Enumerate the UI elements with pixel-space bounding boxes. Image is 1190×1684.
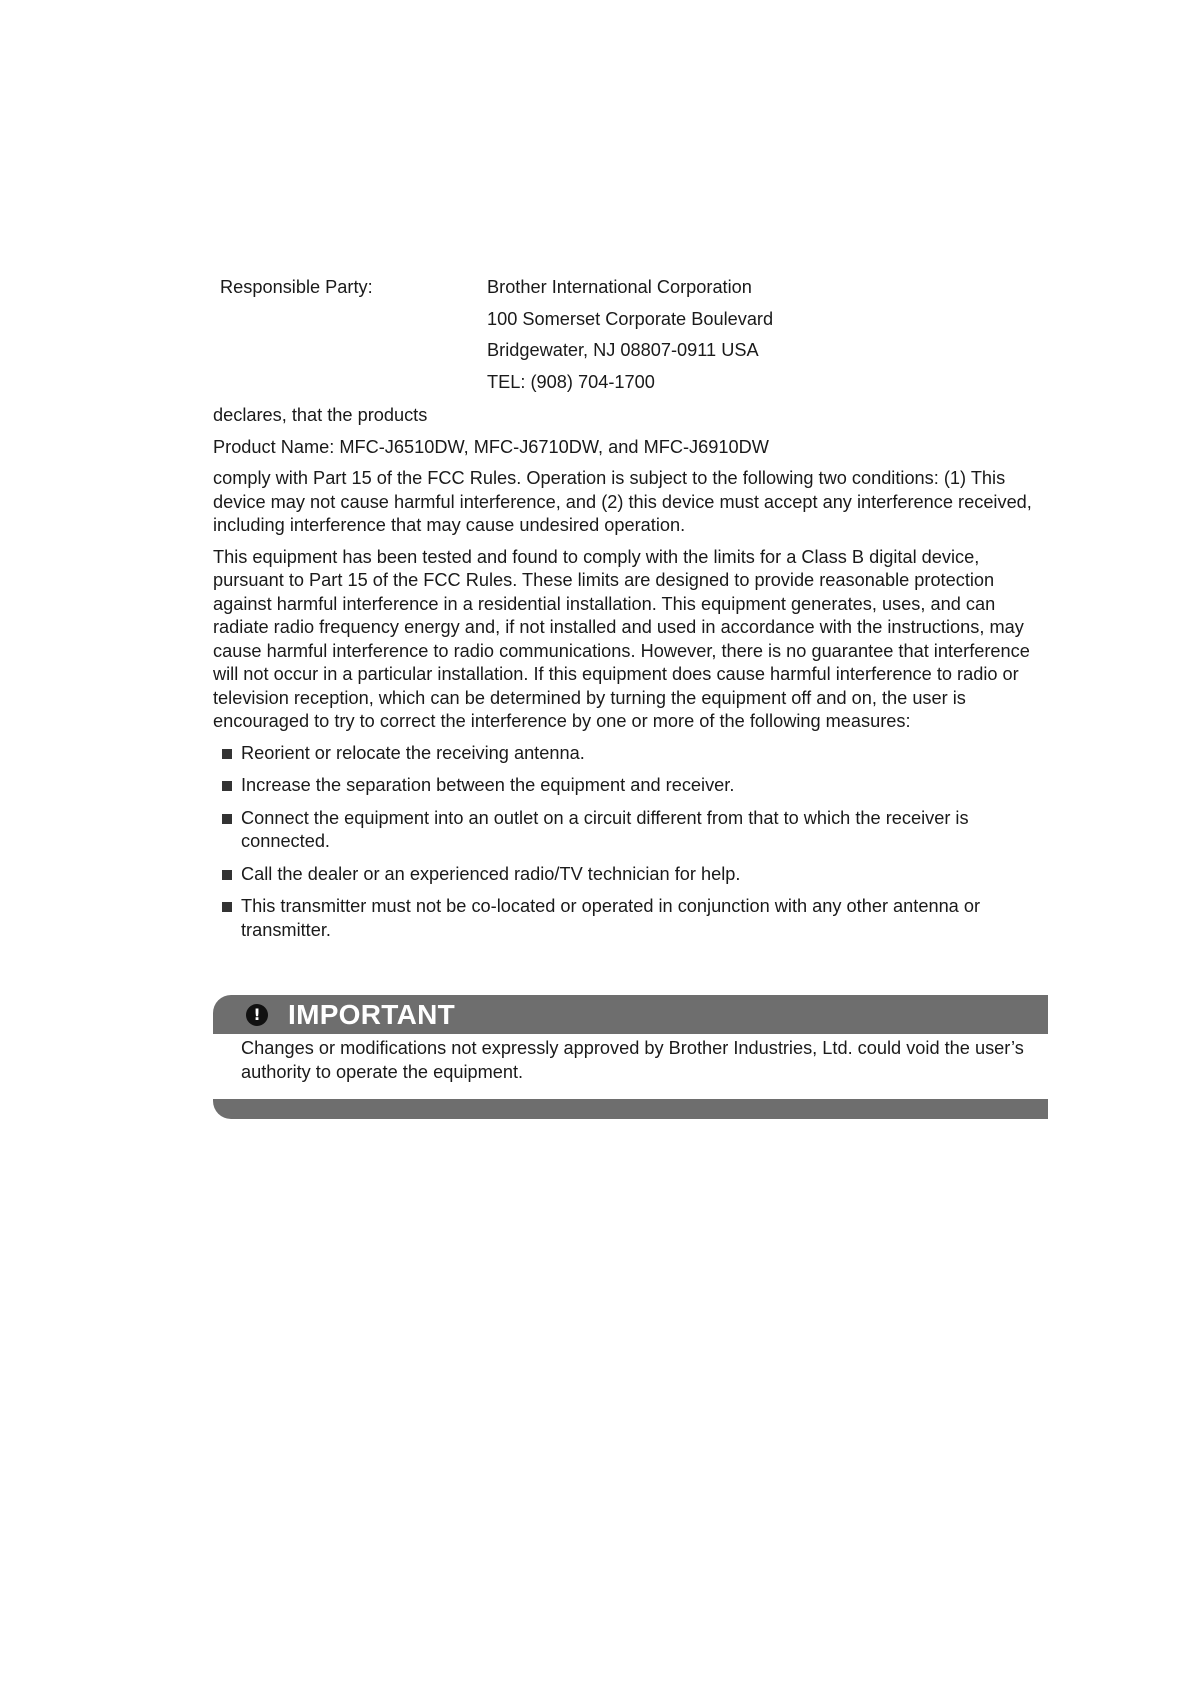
measures-list — [213, 742, 1053, 943]
equipment-paragraph: This equipment has been tested and found to comply with the limits for a Class B digital device, pursuant to Part 15 of the FCC Rules. These limits are designed to provide reasonable protection against harmful interference in a residential installation. This equipment generates, uses, and can radiate radio frequency energy and, if not installed and used in accordance with the instructions, may cause harmful interference to radio communications. However, there is no guarantee that interference will not occur in a particular installation. If this equipment does cause harmful interference to radio or television reception, which can be determined by turning the equipment off and on, the user is encouraged to try to correct the interference by one or more of the following measures: — [213, 546, 1030, 731]
address-line: Bridgewater, NJ 08807-0911 USA — [487, 340, 759, 360]
list-item — [213, 895, 1053, 942]
important-header-bar — [213, 995, 1048, 1034]
product-name-paragraph: Product Name: MFC-J6510DW, MFC-J6710DW, and MFC-J6910DW — [213, 436, 769, 457]
declaration-body — [213, 404, 1053, 951]
square-bullet-icon — [222, 870, 232, 880]
list-item-text: Call the dealer or an experienced radio/TV technician for help. — [241, 863, 741, 884]
compliance-paragraph: comply with Part 15 of the FCC Rules. Operation is subject to the following two conditions: (1) This device may not cause harmful interference, and (2) this device must accept any interference received, including interference that may cause undesired operation. — [213, 468, 1032, 535]
list-item-text: Connect the equipment into an outlet on a circuit different from that to which the receiver is connected. — [241, 807, 969, 851]
important-notice — [213, 995, 1048, 1119]
square-bullet-icon — [222, 814, 232, 824]
declares-paragraph: declares, that the products — [213, 405, 428, 425]
square-bullet-icon — [222, 781, 232, 791]
square-bullet-icon — [222, 749, 232, 759]
responsible-party-label: Responsible Party: — [220, 277, 373, 297]
list-item — [213, 774, 1053, 798]
address-line: Brother International Corporation — [487, 277, 752, 297]
responsible-party-address — [487, 272, 773, 398]
important-title: IMPORTANT — [288, 999, 456, 1030]
square-bullet-icon — [222, 902, 232, 912]
list-item — [213, 742, 1053, 766]
list-item — [213, 863, 1053, 887]
address-line: TEL: (908) 704-1700 — [487, 371, 655, 392]
important-footer-bar — [213, 1099, 1048, 1119]
list-item-text: Reorient or relocate the receiving antenna. — [241, 742, 585, 763]
list-item-text: Increase the separation between the equipment and receiver. — [241, 775, 735, 795]
responsible-party-block — [220, 272, 1080, 402]
list-item-text: This transmitter must not be co-located or operated in conjunction with any other antenna or transmitter. — [241, 896, 981, 940]
exclamation-icon: ! — [246, 1004, 268, 1026]
list-item — [213, 807, 1053, 854]
important-text: Changes or modifications not expressly approved by Brother Industries, Ltd. could void the user’s authority to operate the equipment. — [241, 1038, 1024, 1082]
address-line: 100 Somerset Corporate Boulevard — [487, 308, 774, 329]
